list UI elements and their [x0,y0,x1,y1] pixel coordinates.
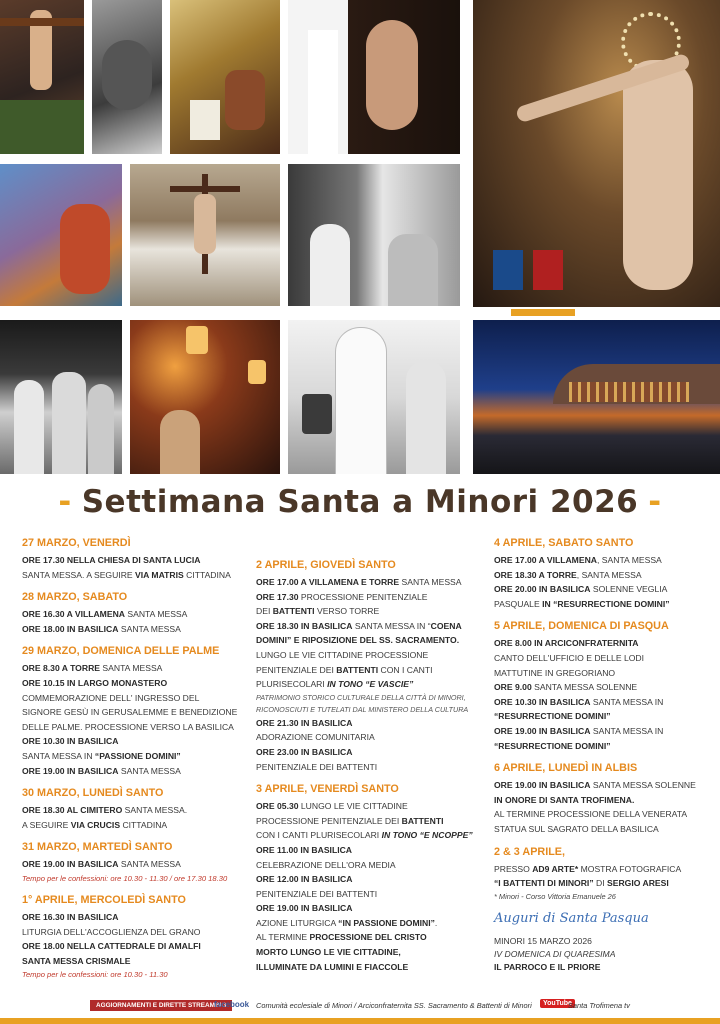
photo-hooded-bw [288,164,460,306]
program-line: ORE 20.00 IN BASILICA SOLENNE VEGLIA [494,584,668,595]
program-line: ORE 9.00 SANTA MESSA SOLENNE [494,682,638,693]
confession-note: Tempo per le confessioni: ore 10.30 - 11.30 / ore 17.30 18.30 [22,873,228,883]
program-line: ORE 19.00 IN BASILICA [256,903,353,914]
program-line: PENITENZIALE DEI BATTENTI CON I CANTI [256,664,433,675]
program-line: “I BATTENTI DI MINORI” DI SERGIO ARESI [494,878,669,889]
photo-crucifix-procession [130,164,280,306]
date-line: MINORI 15 MARZO 2026 [494,935,592,946]
photo-crucifix-church [473,0,720,307]
program-line: ORE 19.00 IN BASILICA SANTA MESSA IN [494,725,664,736]
program-column-2 [256,558,492,974]
address-note: * Minori - Corso Vittoria Emanuele 26 [494,891,616,901]
photo-night-lanterns [130,320,280,474]
day-title: 30 MARZO, LUNEDÌ SANTO [22,787,164,800]
program-line: PROCESSIONE PENITENZIALE DEI BATTENTI [256,815,444,826]
program-line: ORE 19.00 IN BASILICA SANTA MESSA SOLENNE [494,780,696,791]
day-title: 2 APRILE, GIOVEDÌ SANTO [256,559,396,571]
program-line: SANTA MESSA CRISMALE [22,955,131,966]
program-line: “RESURRECTIONE DOMINI” [494,740,611,751]
program-line: ORE 16.30 IN BASILICA [22,911,119,922]
accent-bar [511,309,575,316]
program-line: CELEBRAZIONE DELL'ORA MEDIA [256,859,396,870]
liturgical-day: IV DOMENICA DI QUARESIMA [494,948,616,959]
program-line: ORE 18.30 AL CIMITERO SANTA MESSA. [22,805,188,816]
day-title: 2 & 3 APRILE, [494,845,565,858]
youtube-channel-text[interactable]: Santa Trofimena tv [568,1001,630,1010]
page-title [0,484,720,520]
day-title: 1° APRILE, MERCOLEDÌ SANTO [22,893,186,906]
program-line: ORE 16.30 A VILLAMENA SANTA MESSA [22,609,188,620]
program-line: “RESURRECTIONE DOMINI” [494,711,611,722]
program-line: ORE 18.30 IN BASILICA SANTA MESSA IN “COENA [256,620,462,631]
program-line: ORE 05.30 LUNGO LE VIE CITTADINE [256,801,408,812]
program-line: LUNGO LE VIE CITTADINE PROCESSIONE [256,649,429,660]
program-line: CON I CANTI PLURISECOLARI IN TONO “E NCOPPE” [256,830,473,841]
photo-christ-face [288,0,460,154]
program-line: A SEGUIRE VIA CRUCIS CITTADINA [22,819,168,830]
program-line: ORE 8.30 A TORRE SANTA MESSA [22,663,163,674]
footer-bar [0,1018,720,1024]
confession-note: Tempo per le confessioni: ore 10.30 - 11.30 [22,970,168,980]
program-line: ORE 19.00 IN BASILICA SANTA MESSA [22,765,181,776]
program-line: SANTA MESSA IN “PASSIONE DOMINI” [22,750,181,761]
photo-hooded-lantern [288,320,460,474]
program-line: COMMEMORAZIONE DELL' INGRESSO DEL [22,692,200,703]
program-line: AZIONE LITURGICA “IN PASSIONE DOMINI”. [256,917,438,928]
day-title: 4 APRILE, SABATO SANTO [494,537,634,549]
program-line: STATUA SUL SAGRATO DELLA BASILICA [494,823,659,834]
program-line: ORE 11.00 IN BASILICA [256,844,352,855]
program-line: ORE 21.30 IN BASILICA [256,717,353,728]
easter-greeting: Auguri di Santa Pasqua [494,910,649,926]
program-line: ADORAZIONE COMUNITARIA [256,732,375,743]
day-title: 3 APRILE, VENERDÌ SANTO [256,783,399,796]
day-title: 5 APRILE, DOMENICA DI PASQUA [494,620,669,633]
program-line: PENITENZIALE DEI BATTENTI [256,888,378,899]
program-line: ORE 10.30 IN BASILICA SANTA MESSA IN [494,696,664,707]
program-line: ORE 8.00 IN ARCICONFRATERNITA [494,638,639,649]
program-line: ORE 10.15 IN LARGO MONASTERO [22,677,168,688]
program-line: CANTO DELL'UFFICIO E DELLE LODI [494,652,645,663]
photo-crucifix-palms [0,0,84,154]
program-line: IN ONORE DI SANTA TROFIMENA. [494,794,635,805]
program-line: MORTO LUNGO LE VIE CITTADINE, [256,947,401,958]
day-title: 28 MARZO, SABATO [22,591,128,604]
title-dash-right: - [648,484,662,520]
program-line: ORE 17.00 A VILLAMENA, SANTA MESSA [494,555,662,565]
title-dash-left: - [58,484,72,520]
program-line: DOMINI” E RIPOSIZIONE DEL SS. SACRAMENTO. [256,635,460,646]
youtube-icon[interactable]: YouTube [540,999,575,1008]
day-title: 27 MARZO, VENERDÌ [22,537,131,549]
program-column-3 [494,536,714,974]
program-line: LITURGIA DELL'ACCOGLIENZA DEL GRANO [22,926,201,937]
program-line: ORE 12.00 IN BASILICA [256,874,353,885]
program-line: AL TERMINE PROCESSIONE DELLA VENERATA [494,809,688,820]
program-line: PLURISECOLARI IN TONO “E VASCIE” [256,679,414,690]
facebook-page-text[interactable]: Comunità ecclesiale di Minori / Arciconfraternita SS. Sacramento & Battenti di Minori [256,1001,532,1010]
streaming-badge: AGGIORNAMENTI E DIRETTE STREAMING [90,1000,232,1011]
program-line: PRESSO AD9 ARTE* MOSTRA FOTOGRAFICA [494,863,682,874]
program-line: ILLUMINATE DA LUMINI E FIACCOLE [256,961,409,972]
program-line: PASQUALE IN “RESURRECTIONE DOMINI” [494,598,670,609]
program-line: ORE 10.30 IN BASILICA [22,736,119,747]
program-line: ORE 18.30 A TORRE, SANTA MESSA [494,569,642,580]
program-line: ORE 18.00 IN BASILICA SANTA MESSA [22,623,181,634]
title-text: Settimana Santa a Minori 2026 [81,484,639,520]
program-line: ORE 17.30 NELLA CHIESA DI SANTA LUCIA [22,555,201,565]
day-title: 31 MARZO, MARTEDÌ SANTO [22,841,173,854]
program-line: DELLE PALME. PROCESSIONE VERSO LA BASILICA [22,721,234,732]
program-line: ORE 17.30 PROCESSIONE PENITENZIALE [256,591,428,602]
signature: IL PARROCO E IL PRIORE [494,961,601,972]
day-title: 6 APRILE, LUNEDÌ IN ALBIS [494,762,638,775]
program-column-1 [22,536,250,981]
program-line: ORE 23.00 IN BASILICA [256,746,353,757]
day-title: 29 MARZO, DOMENICA DELLE PALME [22,645,220,658]
heritage-note: PATRIMONIO STORICO CULTURALE DELLA CITTÀ DI MINORI, [256,692,466,702]
program-line: PENITENZIALE DEI BATTENTI [256,761,378,772]
photo-battenti-bw [0,320,122,474]
photo-vestments-vessels [170,0,280,154]
program-line: AL TERMINE PROCESSIONE DEL CRISTO [256,932,427,943]
program-line: ORE 19.00 IN BASILICA SANTA MESSA [22,859,181,870]
program-line: MATTUTINE IN GREGORIANO [494,667,616,678]
program-line: SIGNORE GESÙ IN GERUSALEMME E BENEDIZIONE [22,707,238,718]
program-line: SANTA MESSA. A SEGUIRE VIA MATRIS CITTADINA [22,569,231,580]
program-line: ORE 18.00 NELLA CATTEDRALE DI AMALFI [22,941,201,952]
footer [0,996,720,1024]
heritage-note: RICONOSCIUTI E TUTELATI DAL MINISTERO DELLA CULTURA [256,704,469,714]
program-line: DEI BATTENTI VERSO TORRE [256,606,380,617]
photo-minori-night [473,320,720,474]
photo-hands-bw [92,0,162,154]
photo-fresco-christ [0,164,122,306]
facebook-icon[interactable]: facebook [214,1000,250,1009]
program-line: ORE 17.00 A VILLAMENA E TORRE SANTA MESSA [256,577,462,587]
